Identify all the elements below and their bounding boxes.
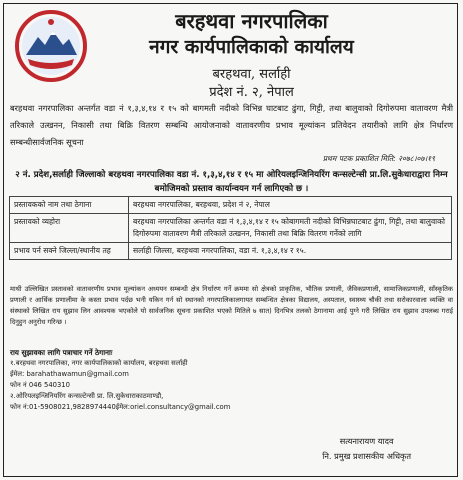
- contact-line: १.बरहथवा नगरपालिका, नगर कार्यपालिकाको कार्यालय, बरहथवा सर्लाही: [10, 359, 188, 367]
- signatory-title: नि. प्रमुख प्रशासकीय अधिकृत: [322, 451, 411, 461]
- table-value: बरहथवा नगरपालिका, बरहथवा, प्रदेश नं २, नेपाल: [129, 197, 452, 214]
- contact-phone-email[interactable]: फोन नं:01-5908021,9828974440ईमेल:oriel.consultancy@gmail.com: [10, 403, 231, 411]
- contact-phone: फोन नं 046 540310: [10, 381, 70, 389]
- contact-block: [10, 347, 310, 413]
- contact-heading: राय सुझावका लागि पत्राचार गर्ने ठेगानाः: [10, 348, 113, 357]
- table-row: [10, 197, 452, 214]
- location-line: बरहथवा, सर्लाही: [212, 67, 291, 82]
- table-value: सर्लाही जिल्ला, बरहथवा नगरपालिका, वडा नं. १,३,४,१४ र १५.: [129, 243, 452, 260]
- table-key: प्रभाव पर्न सक्ने जिल्ला/स्थानीय तह: [10, 243, 129, 260]
- info-table: [9, 196, 452, 260]
- signature-block: [322, 434, 411, 464]
- table-key: प्रस्तावकको नाम तथा ठेगाना: [10, 197, 129, 214]
- bold-notice: २ नं. प्रदेश,सर्लाही जिल्लाको बरहथवा नगरपालिका वडा नं. १,३,४,१४ र १५ मा ओरियलइन्जिनियरिंग कन्सल्टेन्सी प्रा.लि.सुकेधाराद्वारा निम्न बमोजिमको प्रस्ताव कार्यान्वयन गर्न लागिएको छ ।: [15, 170, 448, 194]
- signatory-name: सत्यनारायण यादव: [339, 436, 394, 446]
- table-row: [10, 214, 452, 243]
- intro-paragraph: बरहथवा नगरपालिका अन्तर्गत वडा नं १,३,४,१४ र १५ को बागमती नदीको विभिन्न घाटबाट ढुंगा, गिट्टी, तथा बालुवाको दिगोरुपमा वातावरण मैत्री तरिकाले उत्खनन, निकासी तथा बिक्रि वितरण सम्बन्धि आयोजनाको वातावरणीय प्रभाव मूल्यांकन प्रतिवेदन तयारीको लागि क्षेत्र निर्धारण सम्बन्धीसार्वजनिक सूचना: [10, 103, 453, 147]
- published-date: प्रथम पटक प्रकाशित मिति: २०७८।०७।१९: [322, 154, 435, 163]
- body-paragraph: माथी उल्लिखित प्रस्तावको वातावरणीय प्रभाव मूल्यांकन अध्ययन सम्बन्धी क्षेत्र निर्धारण गर्ने क्रममा सो क्षेत्रको प्राकृतिक, भौतिक प्रणाली, जैविकप्रणाली, सामाजिकप्रणाली, साँस्कृतिक प्रणाली र आर्थिक प्रणालीमा के कस्ता प्रभाव पर्दछ भनी यकिन गर्न सो स्थानको नगरपालिकालगायत सम्बन्धित क्षेत्रका विद्यालय, अस्पताल, स्वास्थ्य चौकी तथा सरोकारवाला व्यक्ति वा संस्थाको लिखित राय सुझाव लिन आवश्यक भएकोले यो सार्वजनिक सूचना प्रकाशित भएको मितिले ७ सात) दिनभित्र तलको ठेगानामा आई पुग्ने गरी लिखित राय सुझाव उपलब्ध गराई दिनुहुन अनुरोध गरिन्छ ।: [10, 285, 453, 326]
- table-value: बरहथवा नगरपालिका अन्तर्गत वडा नं १,३,४,१४ र १५ कोबागमती नदीको विभिन्नघाटबाट ढुंगा, गिट्टी, तथा बालुवाको दिगोरुपमा वातावरण मैत्री तरिकाले उत्खनन, निकासी तथा बिक्रि वितरण गर्नेको लागि: [129, 214, 452, 243]
- table-row: [10, 243, 452, 260]
- province-line: प्रदेश नं. २, नेपाल: [209, 85, 294, 100]
- table-key: प्रस्तावको व्यहोरा: [10, 214, 129, 243]
- contact-email[interactable]: ईमेल: barahathawamun@gmail.com: [10, 370, 129, 378]
- office-title: नगर कार्यपालिकाको कार्यालय: [149, 36, 354, 58]
- municipality-title: बरहथवा नगरपालिका: [175, 9, 328, 33]
- contact-line: २.ओरियलइन्जिनियरिंग कन्सल्टेन्सी प्रा. लि.सुकेधाराकाठमाण्डौ,: [10, 392, 164, 400]
